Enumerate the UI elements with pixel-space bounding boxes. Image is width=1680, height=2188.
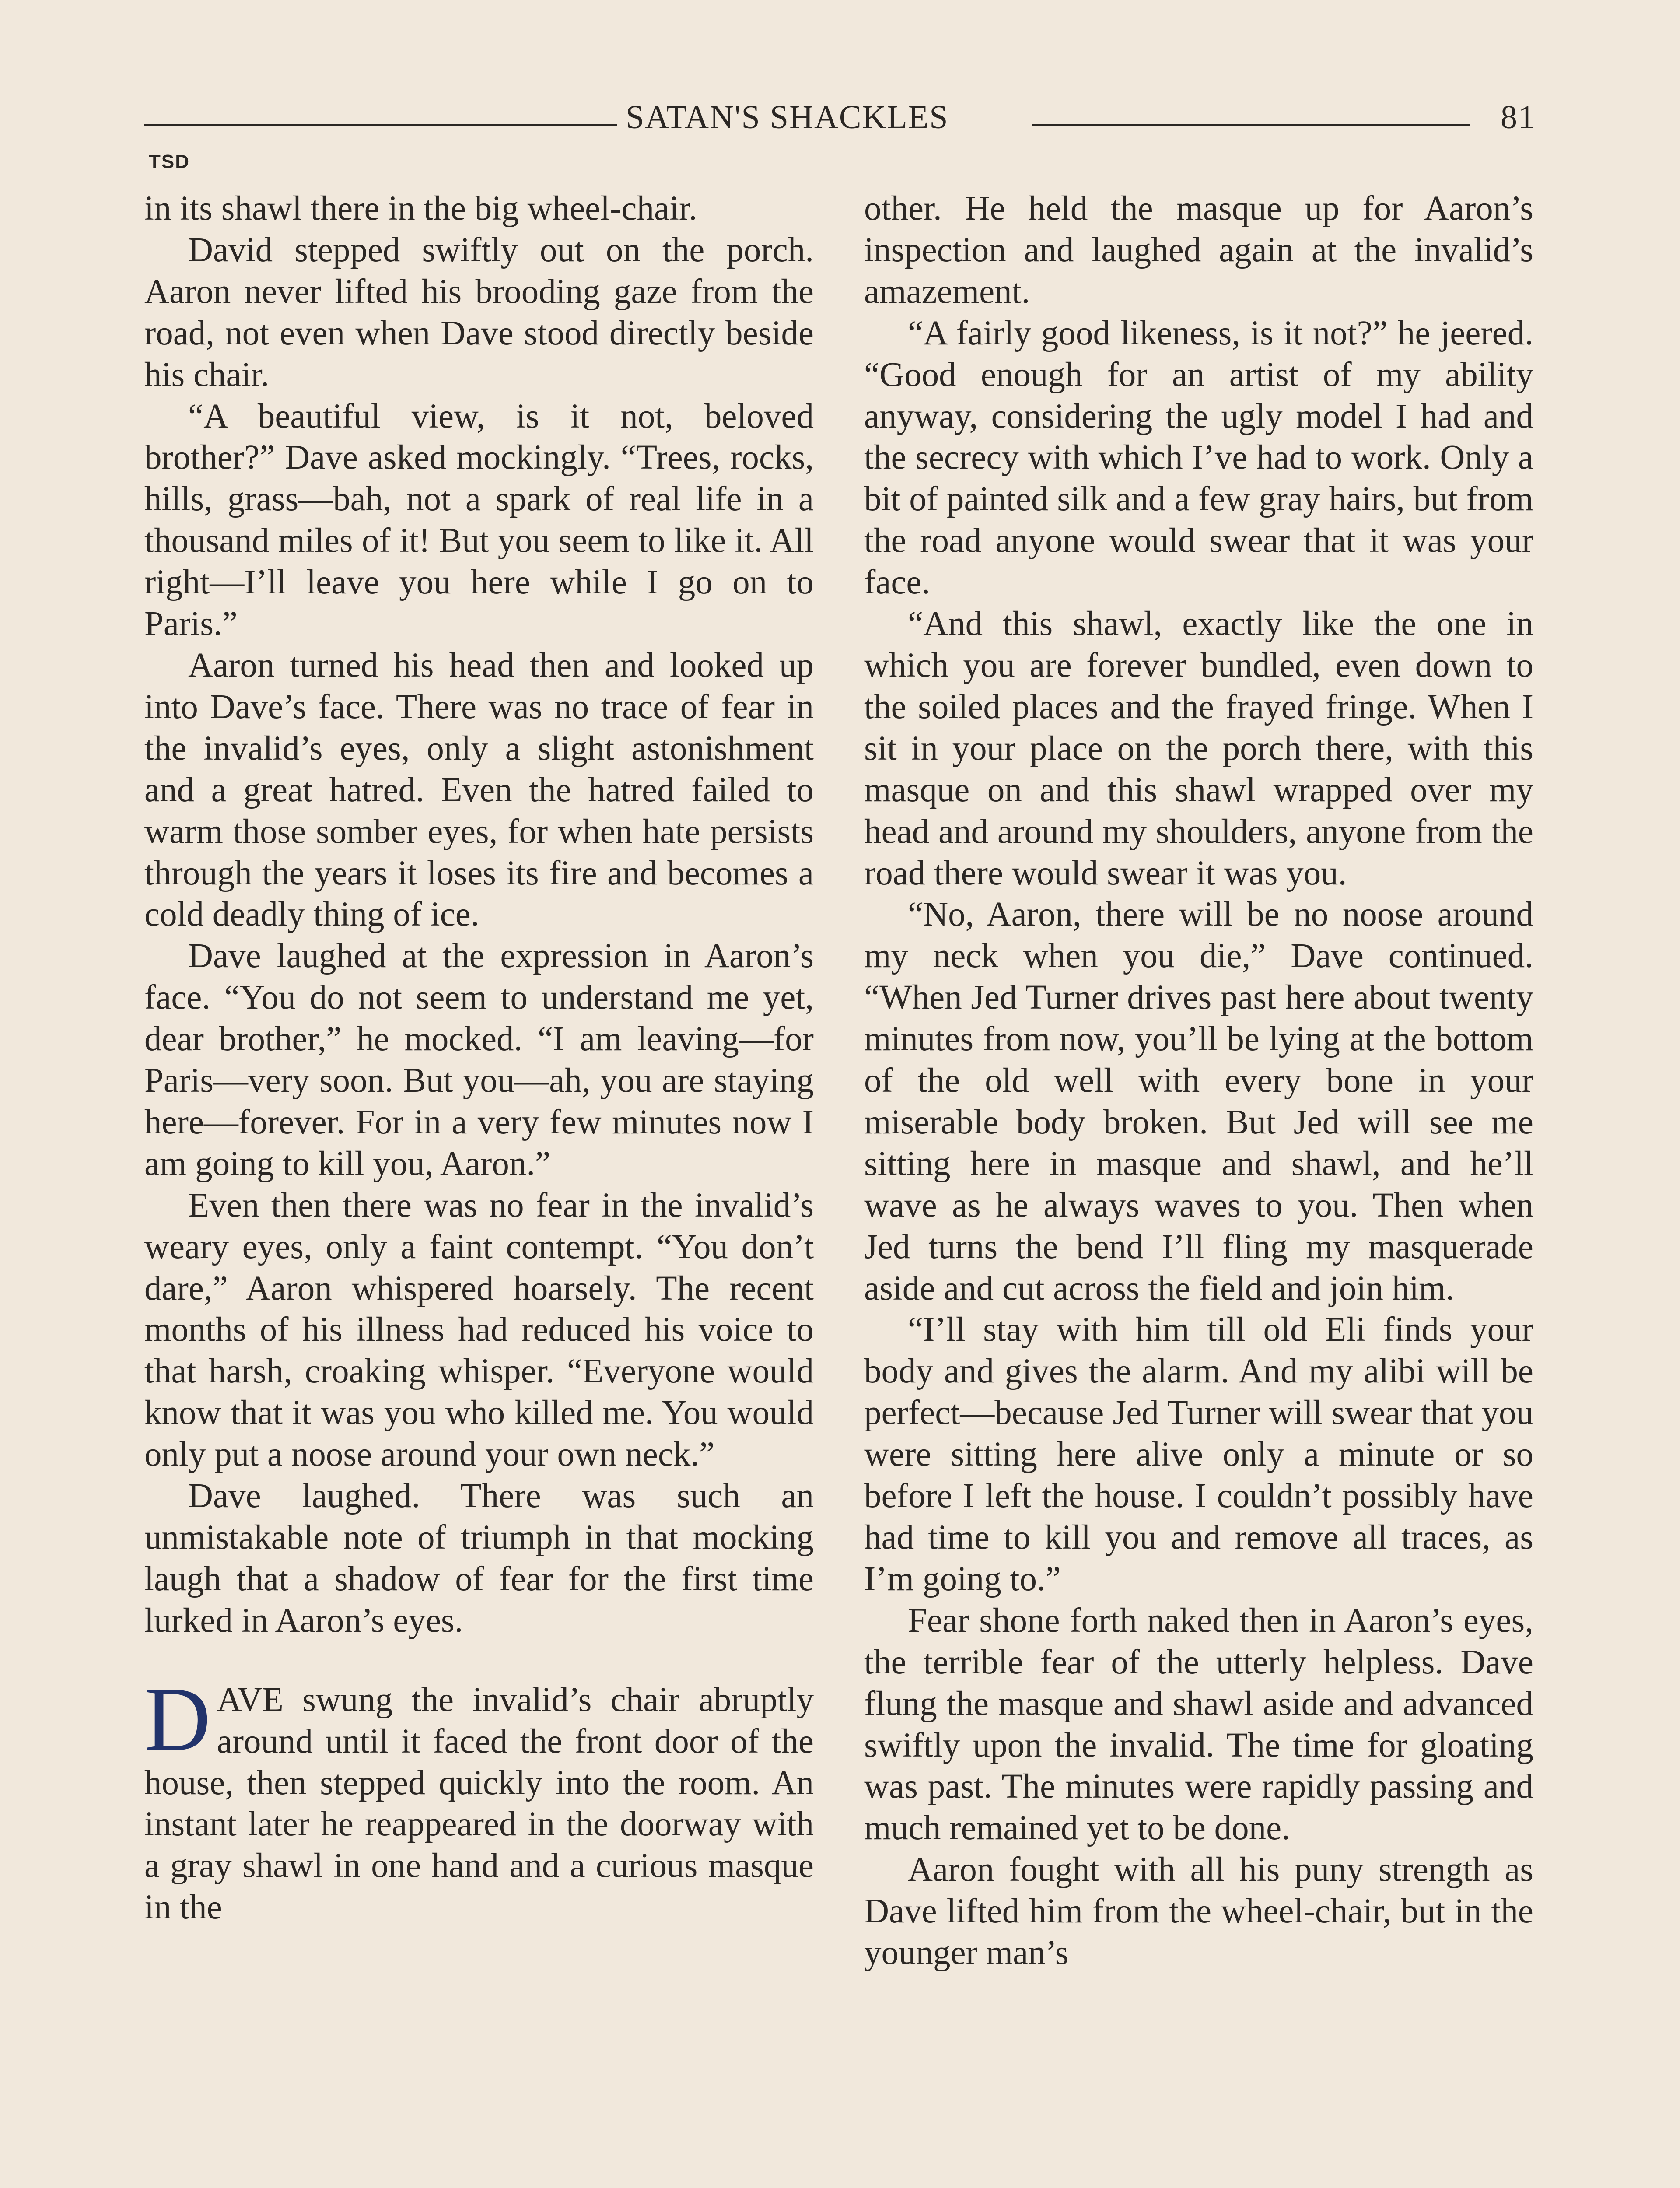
paragraph: Dave laughed. There was such an unmistakable note of triumph in that mocking laugh that a shadow of fear for the first time lurked in Aaron’s eyes.	[144, 1477, 814, 1640]
paragraph: Dave laughed at the expression in Aaron’s face. “You do not seem to understand me yet, dear brother,” he mocked. “I am leaving—for Paris—very soon. But you—ah, you are staying here—forever. For in a very few minutes now I am going to kill you, Aaron.”	[144, 937, 814, 1183]
running-header	[144, 98, 1536, 151]
paragraph: in its shawl there in the big wheel-chair.	[144, 189, 697, 228]
story-title: SATAN'S SHACKLES	[626, 99, 949, 136]
paragraph: Aaron turned his head then and looked up into Dave’s face. There was no trace of fear in the invalid’s eyes, only a slight astonishment and a great hatred. Even the hatred failed to warm those somber eyes, for when hate persists through the years it loses its fire and becomes a cold deadly thing of ice.	[144, 646, 814, 934]
right-column	[864, 188, 1533, 1974]
paragraph: other. He held the masque up for Aaron’s inspection and laughed again at the invalid’s amazement.	[864, 189, 1533, 311]
header-rule-right	[1032, 124, 1470, 126]
paragraph: Aaron fought with all his puny strength as Dave lifted him from the wheel-chair, but in the younger man’s	[864, 1851, 1533, 1972]
paragraph: “And this shawl, exactly like the one in which you are forever bundled, even down to the soiled places and the frayed fringe. When I sit in your place on the porch there, with this masque on and this shawl wrapped over my head and around my shoulders, anyone from the road there would swear it was you.	[864, 605, 1533, 892]
dropcap-paragraph-text: AVE swung the invalid’s chair abruptly around until it faced the front door of the house, then stepped quickly into the room. An instant later he reappeared in the doorway with a gray shawl in one hand and a curious masque in the	[144, 1680, 814, 1927]
paragraph: Even then there was no fear in the invalid’s weary eyes, only a faint contempt. “You don’t dare,” Aaron whispered hoarsely. The recent months of his illness had reduced his voice to that harsh, croaking whisper. “Everyone would know that it was you who killed me. You would only put a noose around your own neck.”	[144, 1186, 814, 1474]
section-code: TSD	[149, 151, 190, 172]
paragraph: “No, Aaron, there will be no noose around my neck when you die,” Dave continued. “When Jed Turner drives past here about twenty minutes from now, you’ll be lying at the bottom of the old well with every bone in your miserable body broken. But Jed will see me sitting here in masque and shawl, and he’ll wave as he always waves to you. Then when Jed turns the bend I’ll fling my masquerade aside and cut across the field and join him.	[864, 895, 1533, 1308]
paragraph: David stepped swiftly out on the porch. Aaron never lifted his brooding gaze from the road, not even when Dave stood directly beside his chair.	[144, 231, 814, 394]
drop-cap-letter: D	[144, 1668, 211, 1770]
paragraph: “I’ll stay with him till old Eli finds your body and gives the alarm. And my alibi will be perfect—because Jed Turner will swear that you were sitting here alive only a minute or so before I left the house. I couldn’t possibly have had time to kill you and remove all traces, as I’m going to.”	[864, 1311, 1533, 1598]
paragraph: “A fairly good likeness, is it not?” he jeered. “Good enough for an artist of my ability anyway, considering the ugly model I had and the secrecy with which I’ve had to work. Only a bit of painted silk and a few gray hairs, but from the road anyone would swear that it was your face.	[864, 314, 1533, 602]
header-rule-left	[144, 124, 617, 126]
dropcap-paragraph	[144, 1668, 814, 1929]
page-number: 81	[1501, 99, 1536, 136]
left-column	[144, 188, 814, 1929]
paragraph: “A beautiful view, is it not, beloved brother?” Dave asked mockingly. “Trees, rocks, hills, grass—bah, not a spark of real life in a thousand miles of it! But you seem to like it. All right—I’ll leave you here while I go on to Paris.”	[144, 397, 814, 643]
paragraph: Fear shone forth naked then in Aaron’s eyes, the terrible fear of the utterly helpless. Dave flung the masque and shawl aside and advanced swiftly upon the invalid. The time for gloating was past. The minutes were rapidly passing and much remained yet to be done.	[864, 1601, 1533, 1848]
